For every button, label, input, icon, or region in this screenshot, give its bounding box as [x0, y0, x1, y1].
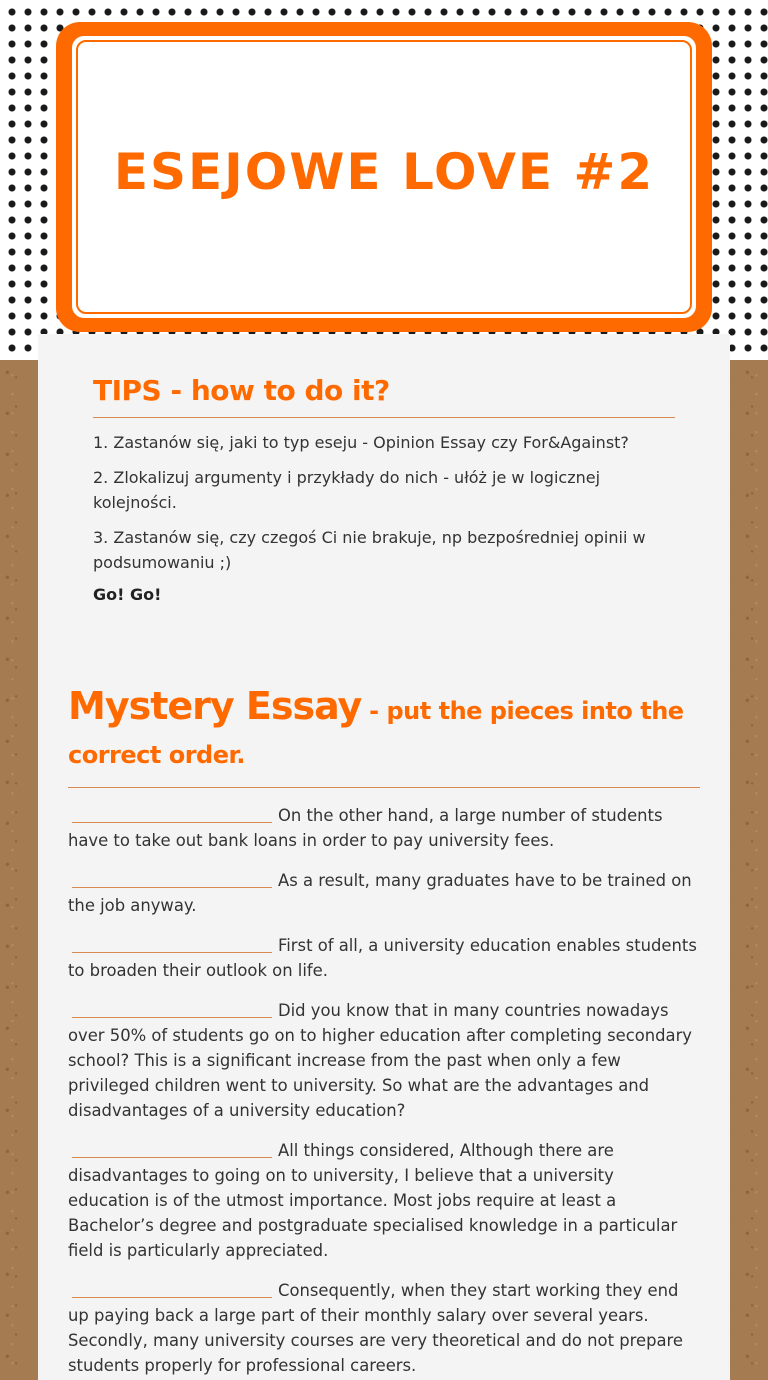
paragraph-text: First of all, a university education enables students to broaden their outlook on life.: [68, 936, 697, 980]
answer-blank-input[interactable]: [72, 997, 272, 1018]
paragraph-text: As a result, many graduates have to be trained on the job anyway.: [68, 871, 692, 915]
essay-section: [68, 684, 700, 1378]
essay-heading-main: Mystery Essay: [68, 684, 362, 728]
tips-list: [93, 430, 675, 575]
content-panel: [38, 334, 730, 1380]
tips-heading: TIPS - how to do it?: [93, 374, 675, 418]
answer-blank-input[interactable]: [72, 867, 272, 888]
essay-paragraph: [68, 1277, 700, 1378]
essay-paragraph: [68, 997, 700, 1123]
essay-heading: [68, 684, 700, 788]
answer-blank-input[interactable]: [72, 1277, 272, 1298]
answer-blank-input[interactable]: [72, 802, 272, 823]
title-card: [56, 22, 712, 332]
essay-paragraph: [68, 802, 700, 853]
essay-paragraph: [68, 867, 700, 918]
essay-heading-sub: - put the pieces into the correct order.: [68, 697, 684, 769]
paragraph-text: On the other hand, a large number of students have to take out bank loans in order to pay university fees.: [68, 806, 663, 850]
paragraph-text: Did you know that in many countries nowadays over 50% of students go on to higher education after completing secondary school? This is a significant increase from the past when only a few privileged children went to university. So what are the advantages and disadvantages of a university education?: [68, 1001, 693, 1120]
answer-blank-input[interactable]: [72, 1137, 272, 1158]
paragraph-text: All things considered, Although there are disadvantages to going on to university, I believe that a university education is of the utmost importance. Most jobs require at least a Bachelor’s degree and postgraduate specialised knowledge in a particular field is particularly appreciated.: [68, 1141, 678, 1260]
essay-paragraph: [68, 1137, 700, 1263]
tip-item: 3. Zastanów się, czy czegoś Ci nie brakuje, np bezpośredniej opinii w podsumowaniu ;): [93, 528, 646, 572]
tips-closing: Go! Go!: [93, 585, 162, 604]
tips-section: [93, 374, 675, 604]
title-card-inner: [72, 36, 696, 318]
paragraph-text: Consequently, when they start working they end up paying back a large part of their monthly salary over several years. Secondly, many university courses are very theoretical and do not prepare students properly for professional careers.: [68, 1281, 683, 1375]
tip-item: 1. Zastanów się, jaki to typ eseju - Opinion Essay czy For&Against?: [93, 433, 629, 452]
tip-item: 2. Zlokalizuj argumenty i przykłady do nich - ułóż je w logicznej kolejności.: [93, 468, 601, 512]
page-title: ESEJOWE LOVE #2: [113, 143, 655, 201]
essay-paragraph: [68, 932, 700, 983]
answer-blank-input[interactable]: [72, 932, 272, 953]
